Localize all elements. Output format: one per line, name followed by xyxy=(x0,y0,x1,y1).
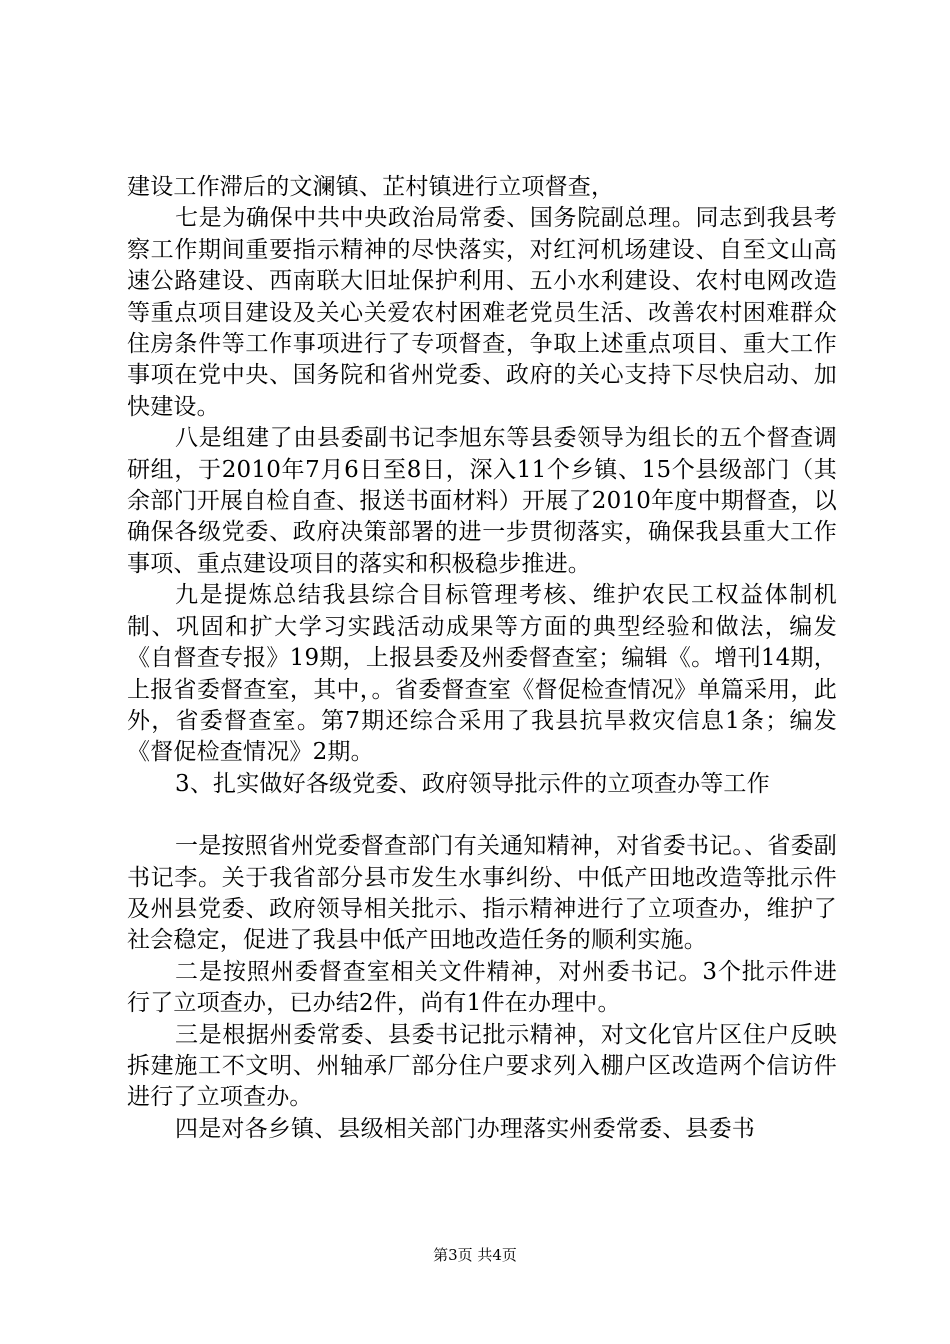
paragraph-item-three: 三是根据州委常委、县委书记批示精神，对文化官片区住户反映拆建施工不文明、州轴承厂部分住户要求列入棚户区改造两个信访件进行了立项查办。 xyxy=(127,1021,837,1111)
page-footer: 第3页 共4页 xyxy=(433,1246,517,1264)
paragraph-item-eight: 八是组建了由县委副书记李旭东等县委领导为组长的五个督查调研组，于2010年7月6日至8日，深入11个乡镇、15个县级部门（其余部门开展自检自查、报送书面材料）开展了2010年度中期督查，以确保各级党委、政府决策部署的进一步贯彻落实，确保我县重大工作事项、重点建设项目的落实和积极稳步推进。 xyxy=(127,425,837,577)
paragraph-continuation: 建设工作滞后的文澜镇、芷村镇进行立项督查， xyxy=(127,174,615,200)
paragraph-item-two: 二是按照州委督查室相关文件精神，对州委书记。3个批示件进行了立项查办，已办结2件，尚有1件在办理中。 xyxy=(127,958,837,1017)
blank-line xyxy=(127,800,837,831)
document-body xyxy=(127,172,837,1145)
paragraph-item-seven: 七是为确保中共中央政治局常委、国务院副总理。同志到我县考察工作期间重要指示精神的尽快落实，对红河机场建设、自至文山高速公路建设、西南联大旧址保护利用、五小水利建设、农村电网改造等重点项目建设及关心关爱农村困难老党员生活、改善农村困难群众住房条件等工作事项进行了专项督查，争取上述重点项目、重大工作事项在党中央、国务院和省州党委、政府的关心支持下尽快启动、加快建设。 xyxy=(127,205,837,420)
paragraph-item-nine: 九是提炼总结我县综合目标管理考核、维护农民工权益体制机制、巩固和扩大学习实践活动成果等方面的典型经验和做法，编发《自督查专报》19期，上报县委及州委督查室；编辑《。增刊14期，上报省委督查室，其中，。省委督查室《督促检查情况》单篇采用，此外，省委督查室。第7期还综合采用了我县抗旱救灾信息1条；编发《督促检查情况》2期。 xyxy=(127,582,837,766)
paragraph-item-one: 一是按照省州党委督查部门有关通知精神，对省委书记。、省委副书记李。关于我省部分县市发生水事纠纷、中低产田地改造等批示件及州县党委、政府领导相关批示、指示精神进行了立项查办，维护了社会稳定，促进了我县中低产田地改造任务的顺利实施。 xyxy=(127,833,837,954)
section-heading-3: 3、扎实做好各级党委、政府领导批示件的立项查办等工作 xyxy=(175,770,770,797)
paragraph-item-four: 四是对各乡镇、县级相关部门办理落实州委常委、县委书 xyxy=(175,1115,755,1142)
